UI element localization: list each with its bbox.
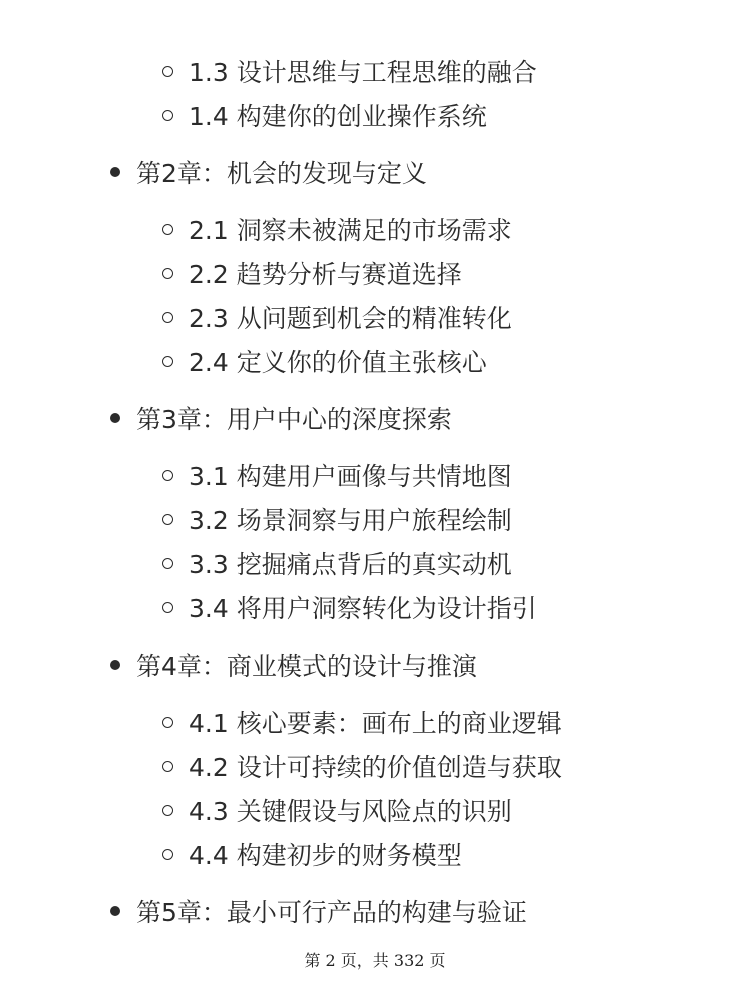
circle-bullet-icon <box>162 66 173 77</box>
circle-bullet-icon <box>162 470 173 481</box>
toc-subsection-text: 3.4 将用户洞察转化为设计指引 <box>189 594 537 623</box>
toc-subsection-text: 4.3 关键假设与风险点的识别 <box>189 797 512 826</box>
circle-bullet-icon <box>162 268 173 279</box>
toc-subsection-text: 3.1 构建用户画像与共情地图 <box>189 462 512 491</box>
toc-chapter <box>110 152 427 192</box>
toc-subsection-text: 2.3 从问题到机会的精准转化 <box>189 304 512 333</box>
circle-bullet-icon <box>162 761 173 772</box>
circle-bullet-icon <box>162 558 173 569</box>
toc-subsection <box>162 297 512 337</box>
toc-subsection-text: 2.1 洞察未被满足的市场需求 <box>189 216 512 245</box>
toc-subsection <box>162 702 562 742</box>
toc-subsection <box>162 834 462 874</box>
toc-chapter <box>110 645 477 685</box>
circle-bullet-icon <box>162 514 173 525</box>
toc-subsection-text: 3.2 场景洞察与用户旅程绘制 <box>189 506 512 535</box>
toc-subsection <box>162 543 512 583</box>
toc-subsection <box>162 253 462 293</box>
toc-subsection <box>162 455 512 495</box>
disc-bullet-icon <box>110 906 120 916</box>
circle-bullet-icon <box>162 849 173 860</box>
circle-bullet-icon <box>162 717 173 728</box>
toc-subsection-text: 2.4 定义你的价值主张核心 <box>189 348 487 377</box>
circle-bullet-icon <box>162 312 173 323</box>
circle-bullet-icon <box>162 805 173 816</box>
toc-subsection-text: 4.1 核心要素：画布上的商业逻辑 <box>189 709 562 738</box>
toc-subsection-text: 2.2 趋势分析与赛道选择 <box>189 260 462 289</box>
toc-chapter <box>110 398 452 438</box>
toc-subsection <box>162 209 512 249</box>
toc-chapter-text: 第5章：最小可行产品的构建与验证 <box>136 898 527 927</box>
toc-chapter-text: 第2章：机会的发现与定义 <box>136 159 427 188</box>
circle-bullet-icon <box>162 110 173 121</box>
toc-subsection <box>162 341 487 381</box>
circle-bullet-icon <box>162 356 173 367</box>
toc-subsection-text: 4.4 构建初步的财务模型 <box>189 841 462 870</box>
toc-chapter-text: 第3章：用户中心的深度探索 <box>136 405 452 434</box>
toc-subsection-text: 1.3 设计思维与工程思维的融合 <box>189 58 537 87</box>
toc-subsection-text: 1.4 构建你的创业操作系统 <box>189 102 487 131</box>
toc-subsection <box>162 746 562 786</box>
disc-bullet-icon <box>110 167 120 177</box>
toc-subsection <box>162 499 512 539</box>
toc-subsection <box>162 51 537 91</box>
disc-bullet-icon <box>110 660 120 670</box>
disc-bullet-icon <box>110 413 120 423</box>
page-number-footer: 第 2 页，共 332 页 <box>304 951 446 970</box>
toc-subsection <box>162 587 537 627</box>
toc-subsection-text: 3.3 挖掘痛点背后的真实动机 <box>189 550 512 579</box>
toc-subsection <box>162 790 512 830</box>
toc-subsection <box>162 95 487 135</box>
circle-bullet-icon <box>162 224 173 235</box>
toc-subsection-text: 4.2 设计可持续的价值创造与获取 <box>189 753 562 782</box>
toc-chapter-text: 第4章：商业模式的设计与推演 <box>136 652 477 681</box>
circle-bullet-icon <box>162 602 173 613</box>
toc-chapter <box>110 891 527 931</box>
